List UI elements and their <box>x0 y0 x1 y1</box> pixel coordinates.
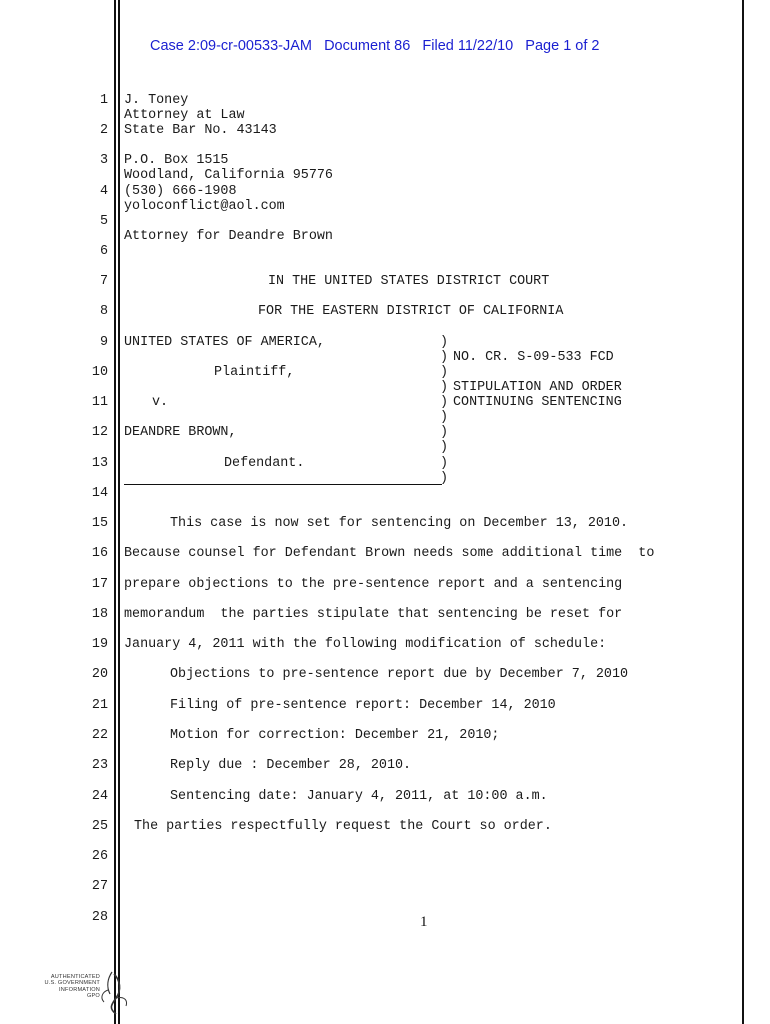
case-header: Case 2:09-cr-00533-JAM Document 86 Filed 11/22/10 Page 1 of 2 <box>150 38 600 54</box>
left-margin-rule-outer <box>114 0 116 1024</box>
line-number: 24 <box>91 789 108 804</box>
page-number: 1 <box>420 914 428 930</box>
plaintiff-role: Plaintiff, <box>214 365 295 380</box>
line-number: 22 <box>91 728 108 743</box>
gpo-seal-text: AUTHENTICATED U.S. GOVERNMENT INFORMATION GPO <box>44 974 100 1000</box>
attorney-name: J. Toney <box>124 93 189 108</box>
line-number: 2 <box>99 123 108 138</box>
attorney-city: Woodland, California 95776 <box>124 168 333 183</box>
attorney-phone: (530) 666-1908 <box>124 184 237 199</box>
line-number: 4 <box>99 184 108 199</box>
body-line: prepare objections to the pre-sentence report and a sentencing <box>124 577 623 592</box>
case-number: NO. CR. S-09-533 FCD <box>453 350 614 365</box>
line-number: 19 <box>91 637 108 652</box>
line-number: 9 <box>99 335 108 350</box>
attorney-bar-number: State Bar No. 43143 <box>124 123 277 138</box>
defendant-role: Defendant. <box>224 456 305 471</box>
body-line: memorandum the parties stipulate that sentencing be reset for <box>124 607 623 622</box>
document-title-line-1: STIPULATION AND ORDER <box>453 380 622 395</box>
attorney-for: Attorney for Deandre Brown <box>124 229 333 244</box>
line-number: 7 <box>99 274 108 289</box>
line-number: 12 <box>91 425 108 440</box>
body-line: This case is now set for sentencing on December 13, 2010. <box>170 516 629 531</box>
versus: v. <box>152 395 169 410</box>
schedule-item: Reply due : December 28, 2010. <box>170 758 412 773</box>
body-line: January 4, 2011 with the following modification of schedule: <box>124 637 607 652</box>
line-number: 14 <box>91 486 108 501</box>
attorney-title: Attorney at Law <box>124 108 245 123</box>
line-number: 27 <box>91 879 108 894</box>
attorney-email: yoloconflict@aol.com <box>124 199 285 214</box>
body-line: Because counsel for Defendant Brown needs some additional time to <box>124 546 655 561</box>
attorney-po-box: P.O. Box 1515 <box>124 153 229 168</box>
plaintiff-name: UNITED STATES OF AMERICA, <box>124 335 325 350</box>
schedule-item: Sentencing date: January 4, 2011, at 10:00 a.m. <box>170 789 548 804</box>
court-document-page: Case 2:09-cr-00533-JAM Document 86 Filed 11/22/10 Page 1 of 2 1 2 3 4 5 6 7 8 9 10 11 12 13 14 15 16 17 18 19 20 21 22 23 24 25 26 27 28 J. Toney Attorney at Law State Bar No. 43143 P.O. Box 1515 Woodland, California 95776 (530) 666-1908 yoloconflict@aol.com Attorney for Deandre Brown IN THE UNITED STATES DISTRICT COURT FOR THE EASTERN DISTRICT OF CALIFORNIA UNITED STATES OF AMERICA, Plaintiff, v. DEANDRE BROWN, Defendant. ) ) ) ) ) ) ) ) ) ) NO. CR. S-09-533 FCD STIPULATION AND ORDER CONTINUING SENTENCING This case is now set for sentencing on December 13, 2010. Because counsel for Defendant Brown needs some additional time to prepare objections to the pre-sentence report and a sentencing memorandum the parties stipulate that sentencing be reset for January 4, 2011 with the following modification of schedule: Objections to pre-sentence report due by December 7, 2010 Filing of pre-sentence report: December 14, 2010 Motion for correction: December 21, 2010; Reply due : December 28, 2010. Sentencing date: January 4, 2011, at 10:00 a.m. The parties respectfully request the Court so order. 1 AUTHENTICATED U.S. GOVERNMENT INFORMATION GPO <box>0 0 770 1024</box>
line-number: 15 <box>91 516 108 531</box>
caption-underline <box>124 484 442 485</box>
right-margin-rule <box>742 0 744 1024</box>
line-number: 25 <box>91 819 108 834</box>
line-number: 10 <box>91 365 108 380</box>
line-number: 11 <box>91 395 108 410</box>
line-number: 1 <box>99 93 108 108</box>
defendant-name: DEANDRE BROWN, <box>124 425 237 440</box>
line-number: 8 <box>99 304 108 319</box>
document-title-line-2: CONTINUING SENTENCING <box>453 395 622 410</box>
line-number: 28 <box>91 910 108 925</box>
line-number: 18 <box>91 607 108 622</box>
left-margin-rule-inner <box>118 0 120 1024</box>
court-district: FOR THE EASTERN DISTRICT OF CALIFORNIA <box>258 304 564 319</box>
schedule-item: Objections to pre-sentence report due by December 7, 2010 <box>170 667 629 682</box>
line-number: 26 <box>91 849 108 864</box>
line-number: 21 <box>91 698 108 713</box>
line-number: 20 <box>91 667 108 682</box>
schedule-item: Filing of pre-sentence report: December 14, 2010 <box>170 698 556 713</box>
line-number: 17 <box>91 577 108 592</box>
line-number: 16 <box>91 546 108 561</box>
line-number: 3 <box>99 153 108 168</box>
court-title: IN THE UNITED STATES DISTRICT COURT <box>268 274 550 289</box>
gpo-eagle-icon <box>30 968 130 1016</box>
schedule-item: Motion for correction: December 21, 2010; <box>170 728 500 743</box>
line-number: 13 <box>91 456 108 471</box>
line-number: 6 <box>99 244 108 259</box>
line-number: 23 <box>91 758 108 773</box>
line-number: 5 <box>99 214 108 229</box>
body-line: The parties respectfully request the Court so order. <box>134 819 552 834</box>
